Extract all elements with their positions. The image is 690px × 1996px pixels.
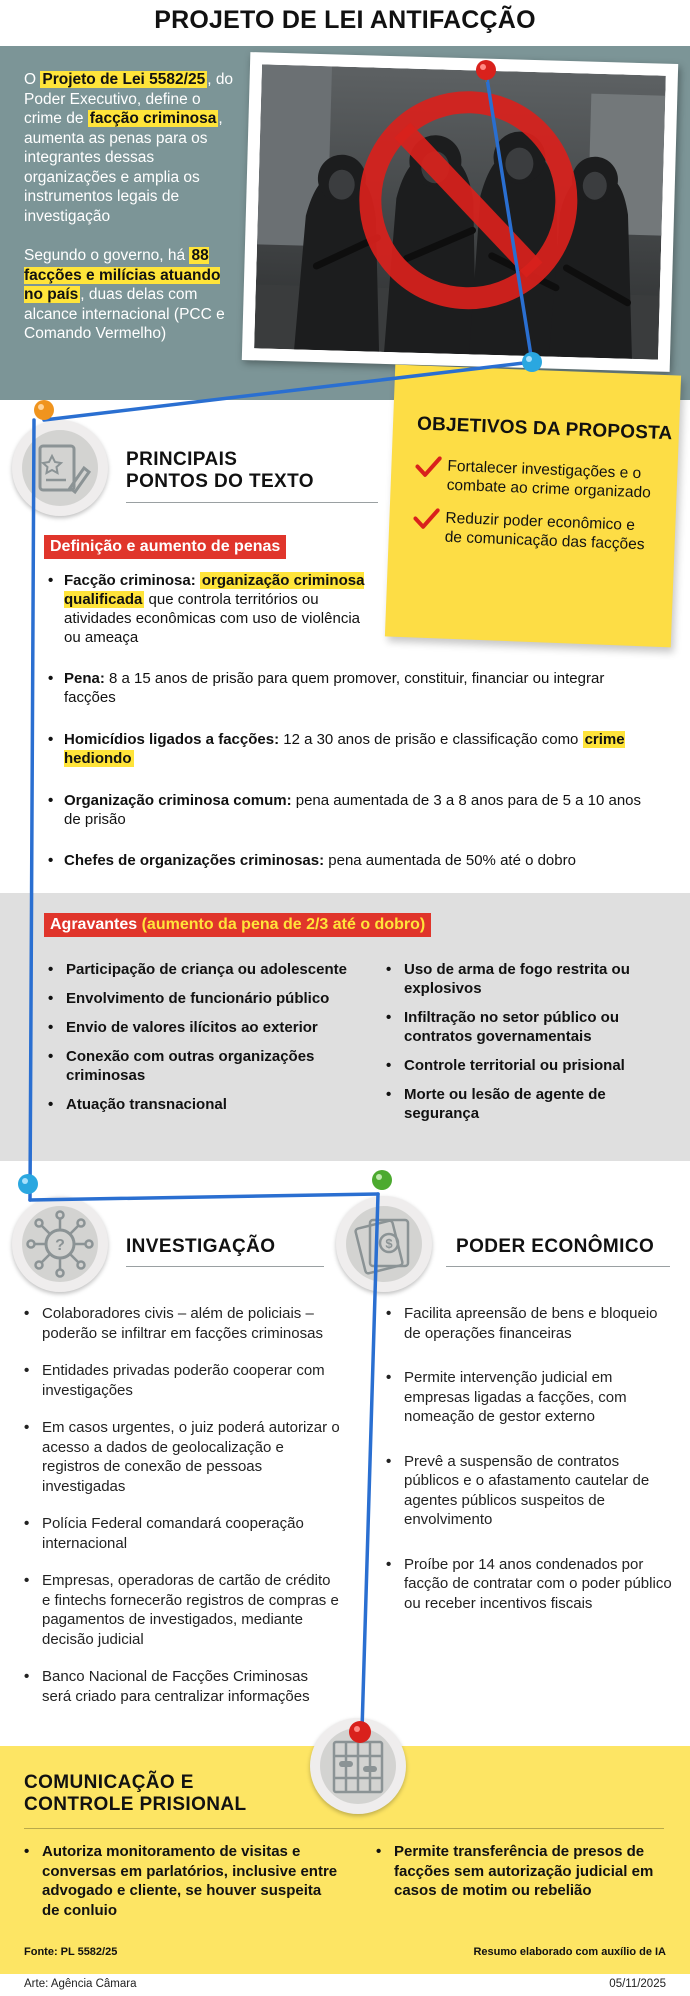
orange-pin-icon xyxy=(34,400,54,420)
svg-text:$: $ xyxy=(385,1236,393,1251)
principal-title xyxy=(126,449,314,493)
list-item: • Atuação transnacional xyxy=(44,1095,364,1114)
penalties-tag: Definição e aumento de penas xyxy=(44,535,286,559)
item-label: Facção criminosa: xyxy=(64,572,196,589)
agravantes-tag xyxy=(44,913,431,937)
page-title: PROJETO DE LEI ANTIFACÇÃO xyxy=(154,6,536,34)
document-pen-icon xyxy=(12,420,108,516)
principal-title-rule xyxy=(126,502,378,503)
list-item: • Facilita apreensão de bens e bloqueio de operações financeiras xyxy=(382,1304,674,1343)
prison-bars-icon xyxy=(310,1718,406,1814)
poder-title: PODER ECONÔMICO xyxy=(456,1236,655,1257)
comunicacao-title xyxy=(24,1772,247,1816)
list-item: • Controle territorial ou prisional xyxy=(382,1056,672,1075)
source-note: Fonte: PL 5582/25 xyxy=(24,1946,118,1958)
item-text: que controla territórios ou atividades econômicas com uso de violência ou ameaça xyxy=(64,591,360,646)
list-item: • Uso de arma de fogo restrita ou explosivos xyxy=(382,960,672,998)
objectives-sticky-note xyxy=(385,365,681,648)
list-item: • Polícia Federal comandará cooperação internacional xyxy=(20,1514,340,1553)
item-text: 12 a 30 anos de prisão e classificação como xyxy=(279,731,583,748)
item-label: Organização criminosa comum: xyxy=(64,792,292,809)
item-highlight: crime hediondo xyxy=(64,731,625,767)
list-item: • Morte ou lesão de agente de segurança xyxy=(382,1085,672,1123)
item-label: Pena: xyxy=(64,670,105,687)
list-item xyxy=(44,571,374,647)
photo-card xyxy=(242,52,678,372)
agravantes-tag-main: Agravantes xyxy=(50,916,138,933)
list-item: • Envio de valores ilícitos ao exterior xyxy=(44,1018,364,1037)
prison-icon-graphic xyxy=(320,1728,396,1804)
list-item xyxy=(44,791,644,829)
list-item: • Envolvimento de funcionário público xyxy=(44,989,364,1008)
list-item: • Participação de criança ou adolescente xyxy=(44,960,364,979)
item-text: 8 a 15 anos de prisão para quem promover, constituir, financiar ou integrar facções xyxy=(64,670,605,706)
objectives-title: OBJETIVOS DA PROPOSTA xyxy=(416,413,673,445)
svg-text:?: ? xyxy=(55,1237,65,1254)
comunicacao-right-list xyxy=(372,1842,672,1901)
ai-note: Resumo elaborado com auxílio de IA xyxy=(473,1946,666,1958)
intro-text-span: , aumenta as penas para os integrantes dessas organizações e amplia os instrumentos legais de investigação xyxy=(24,110,223,225)
list-item: • Permite intervenção judicial em empresas ligadas a facções, com nomeação de gestor externo xyxy=(382,1368,674,1427)
list-item: • Em casos urgentes, o juiz poderá autorizar o acesso a dados de geolocalização e registros de conexão de pessoas investigadas xyxy=(20,1418,340,1496)
comunicacao-left-list xyxy=(20,1842,340,1920)
money-icon-graphic xyxy=(346,1206,422,1282)
document-icon-graphic xyxy=(22,430,98,506)
intro-highlight: facção criminosa xyxy=(89,110,217,127)
photo-illustration-icon xyxy=(254,64,666,359)
poder-list xyxy=(382,1304,674,1631)
list-item: • Autoriza monitoramento de visitas e conversas em parlatórios, inclusive entre advogado e cliente, se houver suspeita de conluio xyxy=(20,1842,340,1920)
list-item xyxy=(44,730,644,768)
blue-pin-icon xyxy=(18,1174,38,1194)
intro-paragraph-1 xyxy=(24,70,234,226)
intro-text-span: O xyxy=(24,71,41,88)
poder-title-rule xyxy=(446,1266,670,1267)
investigacao-title-rule xyxy=(126,1266,324,1267)
agravantes-left-list xyxy=(44,960,364,1124)
date-label: 05/11/2025 xyxy=(609,1978,666,1990)
intro-highlight: 88 facções e milícias atuando no país xyxy=(24,247,221,303)
list-item xyxy=(44,851,644,870)
objectives-list xyxy=(412,455,656,568)
item-text: pena aumentada de 3 a 8 anos para de 5 a 10 anos de prisão xyxy=(64,792,642,828)
agravantes-tag-sub: (aumento da pena de 2/3 até o dobro) xyxy=(137,916,426,933)
title-bar xyxy=(0,0,690,46)
intro-text-span: , duas delas com alcance internacional (PCC e Comando Vermelho) xyxy=(24,286,225,342)
comunicacao-title-line-2: CONTROLE PRISIONAL xyxy=(24,1794,247,1815)
objective-text: Reduzir poder econômico e de comunicação das facções xyxy=(444,509,645,554)
investigacao-title: INVESTIGAÇÃO xyxy=(126,1236,276,1257)
list-item: • Prevê a suspensão de contratos públicos e o afastamento cautelar de agentes públicos suspeitos de envolvimento xyxy=(382,1452,674,1530)
list-item: • Proíbe por 14 anos condenados por facção de contratar com o poder público ou receber incentivos fiscais xyxy=(382,1555,674,1614)
list-item: • Banco Nacional de Facções Criminosas será criado para centralizar informações xyxy=(20,1667,340,1706)
list-item: • Entidades privadas poderão cooperar com investigações xyxy=(20,1361,340,1400)
item-label: Homicídios ligados a facções: xyxy=(64,731,280,748)
principal-title-line-2: PONTOS DO TEXTO xyxy=(126,471,314,492)
objective-text: Fortalecer investigações e o combate ao crime organizado xyxy=(446,457,652,502)
list-item: • Permite transferência de presos de facções sem autorização judicial em casos de motim ou rebelião xyxy=(372,1842,672,1901)
agravantes-right-list xyxy=(382,960,672,1133)
list-item: • Colaboradores civis – além de policiais – poderão se infiltrar em facções criminosas xyxy=(20,1304,340,1343)
network-investigation-icon xyxy=(12,1196,108,1292)
intro-paragraph-2 xyxy=(24,246,234,344)
list-item xyxy=(414,455,655,502)
check-icon xyxy=(415,455,442,478)
footer-bar xyxy=(0,1974,690,1996)
comunicacao-title-rule xyxy=(24,1828,664,1829)
list-item xyxy=(412,507,653,554)
money-bills-icon xyxy=(336,1196,432,1292)
item-highlight: organização criminosa qualificada xyxy=(64,572,365,608)
intro-text-span: Segundo o governo, há xyxy=(24,247,190,264)
item-text: pena aumentada de 50% até o dobro xyxy=(324,852,576,869)
principal-title-line-1: PRINCIPAIS xyxy=(126,449,238,470)
intro-text xyxy=(24,70,234,364)
intro-text-span: , do Poder Executivo, define o crime de xyxy=(24,71,234,127)
armed-hooded-men-prohibited-photo xyxy=(254,64,666,359)
network-icon-graphic xyxy=(22,1206,98,1282)
art-credit: Arte: Agência Câmara xyxy=(24,1978,137,1990)
green-pin-icon xyxy=(372,1170,392,1190)
investigacao-list xyxy=(20,1304,340,1724)
list-item: • Conexão com outras organizações criminosas xyxy=(44,1047,364,1085)
comunicacao-title-line-1: COMUNICAÇÃO E xyxy=(24,1772,194,1793)
item-label: Chefes de organizações criminosas: xyxy=(64,852,325,869)
list-item xyxy=(44,669,644,707)
list-item: • Infiltração no setor público ou contratos governamentais xyxy=(382,1008,672,1046)
check-icon xyxy=(413,507,440,530)
list-item: • Empresas, operadoras de cartão de crédito e fintechs fornecerão registros de compras e pagamentos de investigados, mediante decisão judicial xyxy=(20,1571,340,1649)
intro-highlight: Projeto de Lei 5582/25 xyxy=(42,71,206,88)
